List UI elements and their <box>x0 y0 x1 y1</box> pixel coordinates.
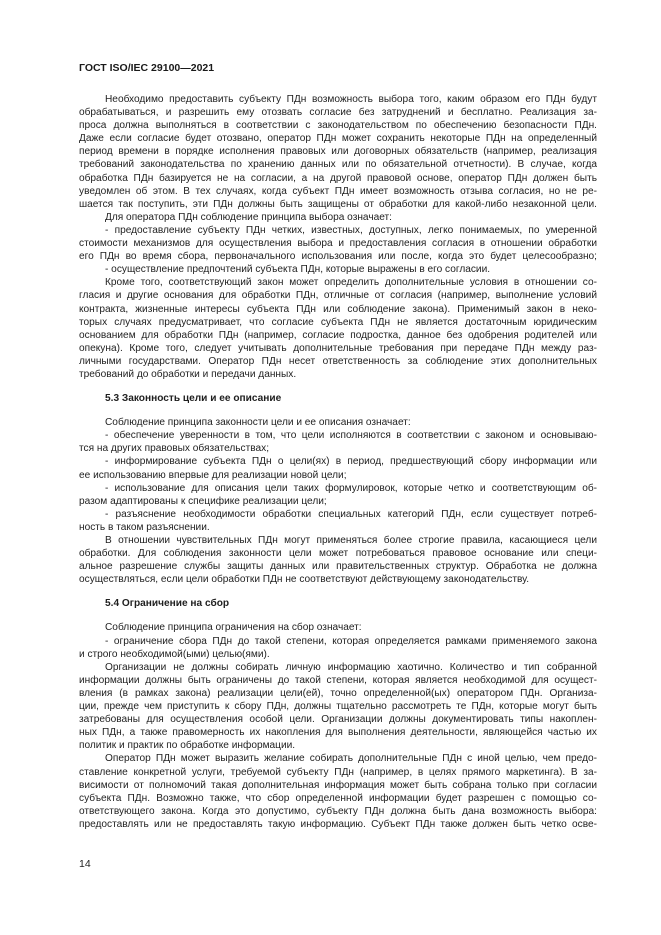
text-line: требований законодательства по хранению данных или по обязательной отчетности). В случае, когда <box>79 159 597 171</box>
text-line: основанием для обработки ПДн (например, согласие подростка, данное без одобрения родителей или <box>79 329 597 341</box>
text-line: ее использованию впервые для реализации новой цели; <box>79 469 347 481</box>
text-line: затребованы для осуществления особой цели. Организации должны документировать типы накоплен- <box>79 714 597 726</box>
text-line: тся на других правовых обязательствах; <box>79 443 270 455</box>
text-line: осуществляться, если цели обработки ПДн не соответствуют действующему законодательству. <box>79 574 530 586</box>
text-line: субъекта ПДн. Возможно также, что сбор определенной информации будет разрешен с помощью со- <box>79 792 597 804</box>
text-line: торых случаях предусматривает, что согласие субъекта ПДн не является достаточным юридическим <box>79 316 597 328</box>
text-line: - обеспечение уверенности в том, что цели исполняются в соответствии с законом и основываю- <box>105 430 597 442</box>
text-line: проса должна выполняться в соответствии с законодательством по обеспечению безопасности ПДн. <box>79 120 597 132</box>
text-line: и строго необходимой(ыми) целью(ями). <box>79 648 270 660</box>
text-line: предоставлять или не предоставлять такую информацию. Субъект ПДн также должен быть четко осве- <box>79 818 597 830</box>
text-line: его ПДн во время сбора, первоначального использования или после, когда это будет целесообразно; <box>79 251 597 263</box>
text-line: - информирование субъекта ПДн о цели(ях) в период, предшествующий сбору информации или <box>105 456 597 468</box>
text-line: гласия и другие основания для обработки ПДн, отличные от согласия (например, выполнение условий <box>79 290 597 302</box>
text-line: альное разрешение службы защиты данных или правительственных структур. Обработка не должна <box>79 561 597 573</box>
page-number: 14 <box>79 858 91 870</box>
text-line: Соблюдение принципа законности цели и ее описания означает: <box>105 417 411 429</box>
text-line: информации должны быть ограничены до такой степени, которая является необходимой для осущест- <box>79 674 597 686</box>
text-line: ции, прежде чем приступить к сбору ПДн, должны тщательно рассмотреть те ПДн, которые могут быть <box>79 701 597 713</box>
text-line: обрабатываться, и разрешить ему отозвать согласие без затруднений и бесплатно. Реализация за- <box>79 107 597 119</box>
text-line: обработка ПДн базируется не на согласии, а на другой правовой основе, оператор ПДн должен быть <box>79 172 597 184</box>
text-line: - разъяснение необходимости обработки специальных категорий ПДн, если существует потреб- <box>105 508 597 520</box>
document-header: ГОСТ ISO/IEC 29100—2021 <box>79 62 215 74</box>
text-line: ных ПДн, а также правомерность их накопления для выполнения деятельности, являющейся частью их <box>79 727 597 739</box>
text-line: требований до обработки и передачи данных. <box>79 368 297 380</box>
text-line: период времени в порядке исполнения правовых или договорных обязательств (например, реализация <box>79 146 597 158</box>
text-line: политик и практик по обработке информации. <box>79 740 296 752</box>
text-line: - осуществление предпочтений субъекта ПДн, которые выражены в его согласии. <box>105 264 491 276</box>
text-line: Оператор ПДн может выразить желание собирать дополнительные ПДн с иной целью, чем предо- <box>105 753 597 765</box>
text-line: уведомлен об этом. В тех случаях, когда субъект ПДн имеет возможность отзыва согласия, но не ре- <box>79 185 597 197</box>
text-line: вления (в рамках закона) реализации цели(ей), точно определенной(ых) оператором ПДн. Организа- <box>79 687 597 699</box>
text-line: ставление конкретной услуги, требуемой субъекту ПДн (например, в целях прямого маркетинга). В за- <box>79 766 597 778</box>
section-heading: 5.3 Законность цели и ее описание <box>105 393 282 405</box>
text-line: Соблюдение принципа ограничения на сбор означает: <box>105 622 362 634</box>
text-line: стоимости механизмов для осуществления выбора и предоставления согласия в отношении обработки <box>79 238 597 250</box>
text-line: - предоставление субъекту ПДн четких, известных, доступных, легко понимаемых, по умеренной <box>105 224 597 236</box>
text-line: В отношении чувствительных ПДн могут применяться более строгие правила, касающиеся цели <box>105 535 597 546</box>
text-line: - использование для описания цели таких формулировок, которые четко и соответствующим об- <box>105 482 597 494</box>
text-line: висимости от полномочий такая дополнительная информация может быть собрана только при согласии <box>79 779 597 791</box>
text-line: Организации не должны собирать личную информацию хаотично. Количество и тип собранной <box>105 661 597 673</box>
text-line: разом адаптированы к специфике реализации цели; <box>79 495 327 507</box>
document-body <box>79 93 597 831</box>
text-line: опекуна). Кроме того, следует учитывать дополнительные требования при передаче ПДн между раз- <box>79 342 597 354</box>
text-line: Кроме того, соответствующий закон может определить дополнительные условия в отношении со- <box>105 277 597 289</box>
text-line: обработки. Для соблюдения законности цели может потребоваться правовое основание или специ- <box>79 548 597 560</box>
text-line: контракта, жизненные интересы субъекта ПДн или соблюдение закона). Применимый закон в неко- <box>79 303 597 315</box>
text-line: ность в таком разъяснении. <box>79 521 210 533</box>
text-line: шается так поступить, эти ПДн должны быть защищены от обработки для какой-либо незаконной цели. <box>79 198 597 210</box>
text-line: личными государствами. Оператор ПДн несет ответственность за соблюдение этих дополнительных <box>79 355 597 367</box>
text-line: ответствующего закона. Когда это допустимо, субъекту ПДн должна быть дана возможность выбора: <box>79 805 597 817</box>
text-line: Необходимо предоставить субъекту ПДн возможность выбора того, каким образом его ПДн будут <box>105 94 597 105</box>
text-line: Даже если согласие будет отозвано, оператор ПДн может сохранить некоторые ПДн на определенный <box>79 133 597 145</box>
text-line: Для оператора ПДн соблюдение принципа выбора означает: <box>105 211 392 223</box>
text-line: - ограничение сбора ПДн до такой степени, которая определяется рамками применяемого закона <box>105 635 597 647</box>
section-heading: 5.4 Ограничение на сбор <box>105 598 230 610</box>
